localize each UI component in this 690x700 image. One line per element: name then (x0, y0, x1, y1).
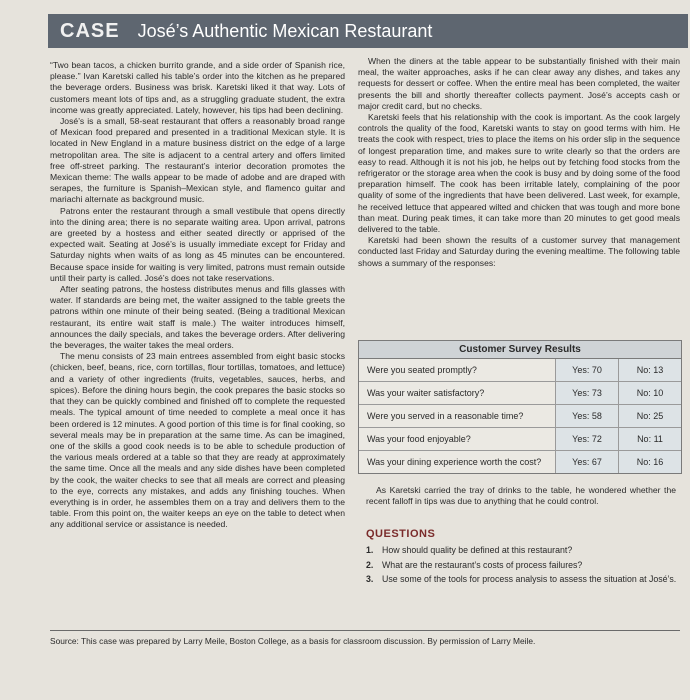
survey-yes: Yes: 70 (555, 359, 618, 381)
paragraph: After seating patrons, the hostess distributes menus and fills glasses with water. If standards are being met, the waiter assigned to the table greets the patrons within one minute of their being seated. (Being a traditional Mexican restaurant, its entire wait staff is male.) The waiter introduces himself, announces the daily specials, and takes the beverage orders. After delivering the beverages, the waiter takes the meal orders. (50, 284, 345, 351)
question-item (366, 545, 681, 557)
survey-yes: Yes: 72 (555, 428, 618, 450)
case-title: José’s Authentic Mexican Restaurant (137, 20, 433, 41)
survey-question: Was your dining experience worth the cost? (367, 457, 542, 467)
paragraph: Patrons enter the restaurant through a small vestibule that opens directly into the dining area; there is no separate waiting area. Upon arrival, patrons are greeted by a hostess and either seated directly or apprised of the expected wait. Seating at José’s is usually immediate except for Friday and Saturday nights when waits of as long as 45 minutes can be encountered. Because space inside for waiting is very limited, patrons must remain outside until their party is called. José’s does not take reservations. (50, 205, 345, 283)
paragraph: When the diners at the table appear to be substantially finished with their main meal, the waiter approaches, asks if he can clear away any dishes, and takes any requests for dessert or coffee. When the entire meal has been completed, the waiter presents the bill and shortly thereafter collects payment. José’s accepts cash or major credit card, but no checks. (358, 56, 680, 111)
paragraph: “Two bean tacos, a chicken burrito grande, and a side order of Spanish rice, please.” Ivan Karetski called his table’s order into the kitchen as he prepared the beverage orders. Business was brisk. Karetski liked it that way. Lots of customers meant lots of tips and, as a struggling graduate student, the extra income was greatly appreciated. Lately, however, his tips had been declining. (50, 60, 345, 115)
paragraph: As Karetski carried the tray of drinks to the table, he wondered whether the recent falloff in tips was due to anything that he could control. (366, 485, 676, 507)
question-text: How should quality be defined at this restaurant? (382, 545, 573, 555)
question-number: 2. (366, 559, 374, 570)
survey-row (359, 359, 681, 382)
question-item (366, 560, 681, 572)
paragraph: José’s is a small, 58-seat restaurant that offers a reasonably broad range of Mexican food prepared and presented in a traditional Mexican style. It is located in New England in a mature business district on the edge of a large metropolitan area. The site is adjacent to a central artery and offers limited free off-street parking. The restaurant’s interior decoration promotes the Mexican theme: The walls appear to be made of adobe and are draped with serapes, the furniture is Spanish–Mexican style, and flamenco guitar and mariachi alternate as background music. (50, 116, 345, 205)
survey-no: No: 10 (618, 382, 681, 404)
left-column (50, 60, 345, 531)
question-item (366, 574, 681, 586)
right-column (358, 56, 680, 269)
questions-heading: QUESTIONS (366, 528, 436, 540)
survey-table (358, 340, 682, 474)
survey-no: No: 13 (618, 359, 681, 381)
question-text: What are the restaurant’s costs of process failures? (382, 559, 583, 570)
survey-yes: Yes: 58 (555, 405, 618, 427)
survey-title: Customer Survey Results (359, 341, 681, 359)
source-note: Source: This case was prepared by Larry Meile, Boston College, as a basis for classroom discussion. By permission of Larry Meile. (50, 630, 680, 646)
case-tag: CASE (60, 19, 120, 42)
survey-row (359, 451, 681, 473)
case-header (48, 14, 688, 48)
questions-list (366, 545, 681, 589)
survey-question: Were you served in a reasonable time? (367, 411, 524, 421)
survey-no: No: 11 (618, 428, 681, 450)
survey-question: Were you seated promptly? (367, 365, 477, 375)
paragraph: Karetski feels that his relationship with the cook is important. As the cook largely controls the quality of the food, Karetski wants to stay on good terms with him. He treats the cook with respect, tries to place the items on his order slip in the sequence of longest preparation time, and makes sure to write clearly so that the orders are easy to read. Although it is not his job, he helps out by fetching food stocks from the refrigerator or the storage area when the cook is busy and by doing some of the food preparation himself. The cook has been irritable lately, complaining of the poor quality of some of the ingredients that have been delivered. Last week, for example, he received lettuce that appeared wilted and chicken that was tough and more bone than meat. During peak times, it can take more than 20 minutes to get good meals delivered to the table. (358, 112, 680, 235)
paragraph: Karetski had been shown the results of a customer survey that management conducted last Friday and Saturday during the evening mealtime. The following table shows a summary of the responses: (358, 235, 680, 268)
survey-yes: Yes: 67 (555, 451, 618, 473)
paragraph: The menu consists of 23 main entrees assembled from eight basic stocks (chicken, beef, beans, rice, corn tortillas, flour tortillas, tomatoes, and lettuce) and a variety of other ingredients (fruits, vegetables, sauces, herbs, and spices). Before the dining hours begin, the cook prepares the basic stocks so that they can be quickly combined and finished off to complete the requested meals. The typical amount of time needed to complete a meal once it has been ordered is 12 minutes. A good portion of this time is for final cooking, so several meals may be in preparation at the same time. As can be imagined, one of the skills a good cook needs is to be able to schedule production of the various meals ordered at a table so that they are ready at approximately the same time. Once all the meals and any side dishes have been completed by the cook, the waiter checks to see that all meals are correct and pleasing to the eye, corrects any mistakes, and adds any finishing touches. When everything is in order, he assembles them on a tray and delivers them to the table. From this point on, the waiter keeps an eye on the table to detect when any additional service or assistance is needed. (50, 351, 345, 530)
survey-question: Was your food enjoyable? (367, 434, 471, 444)
survey-row (359, 405, 681, 428)
question-number: 1. (366, 545, 374, 555)
survey-question: Was your waiter satisfactory? (367, 388, 485, 398)
survey-no: No: 16 (618, 451, 681, 473)
survey-row (359, 428, 681, 451)
survey-yes: Yes: 73 (555, 382, 618, 404)
question-number: 3. (366, 574, 374, 584)
survey-no: No: 25 (618, 405, 681, 427)
survey-row (359, 382, 681, 405)
question-text: Use some of the tools for process analysis to assess the situation at José’s. (382, 574, 677, 584)
